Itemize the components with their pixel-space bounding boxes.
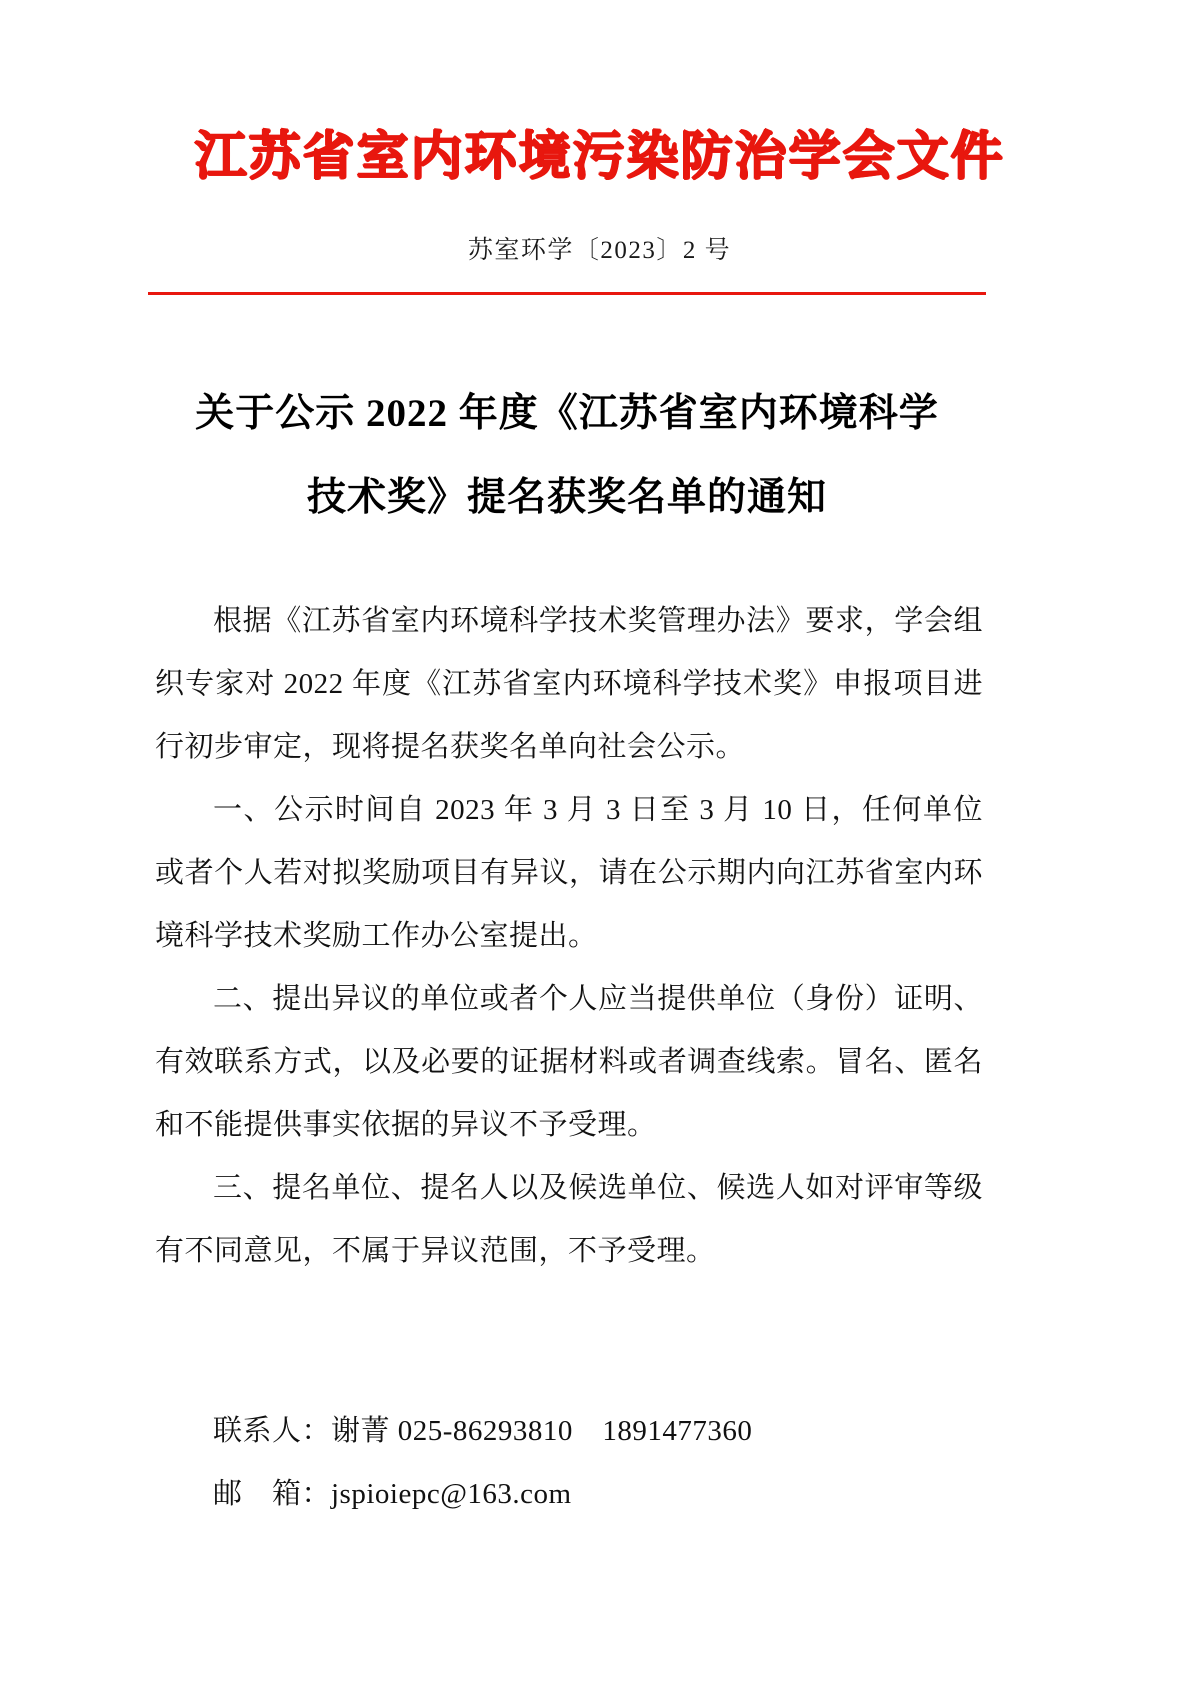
red-separator-rule (148, 292, 986, 295)
body-paragraph-item-2: 二、提出异议的单位或者个人应当提供单位（身份）证明、有效联系方式，以及必要的证据材料或者调查线索。冒名、匿名和不能提供事实依据的异议不予受理。 (155, 983, 983, 1141)
body-paragraph-item-3: 三、提名单位、提名人以及候选单位、候选人如对评审等级有不同意见，不属于异议范围，不予受理。 (155, 1172, 983, 1267)
document-number: 苏室环学〔2023〕2 号 (467, 236, 732, 264)
document-title (148, 372, 986, 540)
body-paragraph-item-1: 一、公示时间自 2023 年 3 月 3 日至 3 月 10 日，任何单位或者个人若对拟奖励项目有异议，请在公示期内向江苏省室内环境科学技术奖励工作办公室提出。 (155, 794, 983, 952)
organization-title: 江苏省室内环境污染防治学会文件 (194, 129, 1005, 186)
letterhead (0, 0, 1199, 266)
body-paragraph-intro: 根据《江苏省室内环境科学技术奖管理办法》要求，学会组织专家对 2022 年度《江苏省室内环境科学技术奖》申报项目进行初步审定，现将提名获奖名单向社会公示。 (155, 605, 983, 763)
document-title-line-1: 关于公示 2022 年度《江苏省室内环境科学 (195, 392, 939, 435)
document-title-line-2: 技术奖》提名获奖名单的通知 (306, 476, 827, 519)
document-body (155, 590, 983, 1283)
contact-person-line: 联系人：谢菁 025-86293810 1891477360 (213, 1415, 753, 1447)
contact-email-line: 邮 箱：jspioiepc@163.com (213, 1478, 572, 1510)
contact-block (155, 1400, 983, 1526)
